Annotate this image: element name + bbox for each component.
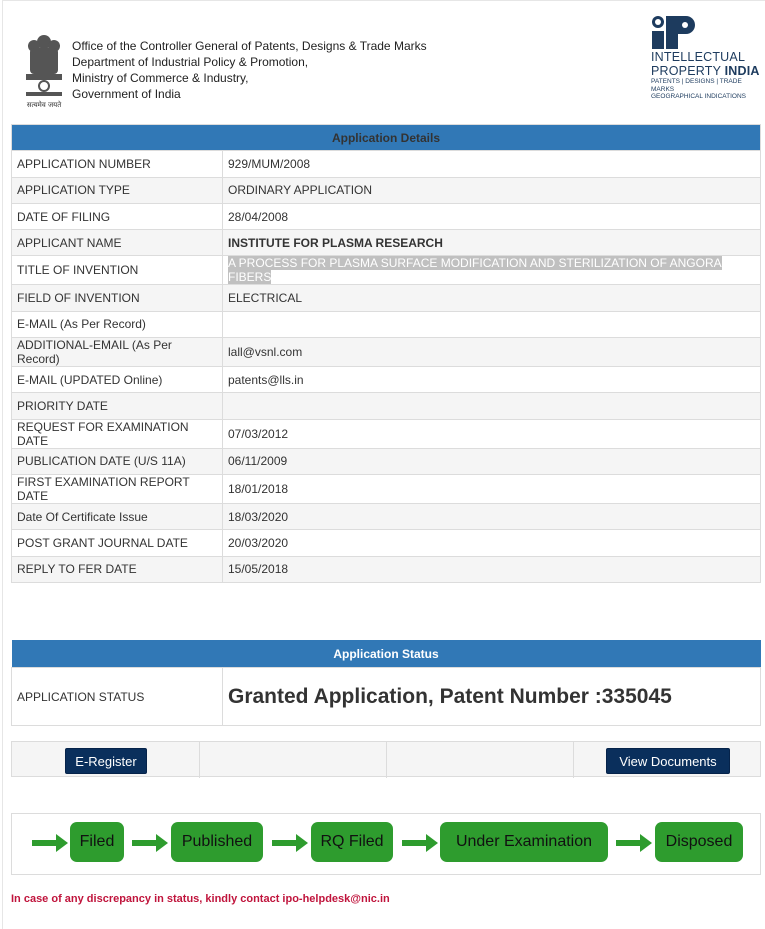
field-label: E-MAIL (As Per Record) xyxy=(12,311,223,337)
divider xyxy=(573,742,574,778)
field-label: ADDITIONAL-EMAIL (As Per Record) xyxy=(12,338,223,367)
table-row xyxy=(12,530,761,556)
stage-filed: Filed xyxy=(70,822,124,862)
table-row xyxy=(12,668,761,726)
field-label: Date Of Certificate Issue xyxy=(12,503,223,529)
field-value: ORDINARY APPLICATION xyxy=(223,177,761,203)
field-value: 18/03/2020 xyxy=(223,503,761,529)
table-row xyxy=(12,230,761,256)
field-value: 28/04/2008 xyxy=(223,203,761,229)
field-value: 06/11/2009 xyxy=(223,448,761,474)
view-documents-button[interactable]: View Documents xyxy=(606,748,730,774)
application-details-table xyxy=(11,124,761,583)
ipi-sub1: PATENTS | DESIGNS | TRADE MARKS xyxy=(651,78,742,93)
field-label: FIRST EXAMINATION REPORT DATE xyxy=(12,474,223,503)
table-row xyxy=(12,203,761,229)
field-value xyxy=(223,256,761,285)
table-row xyxy=(12,419,761,448)
office-line: Office of the Controller General of Patents, Designs & Trade Marks xyxy=(72,39,427,53)
stage-rq-filed: RQ Filed xyxy=(311,822,393,862)
field-label: APPLICATION NUMBER xyxy=(12,151,223,177)
stage-published: Published xyxy=(171,822,263,862)
e-register-button[interactable]: E-Register xyxy=(65,748,147,774)
action-bar xyxy=(11,741,761,777)
office-address xyxy=(72,38,427,102)
ipi-line1: INTELLECTUAL xyxy=(651,50,746,64)
field-value: lall@vsnl.com xyxy=(223,338,761,367)
ip-india-subtitle xyxy=(651,78,765,101)
arrow-right-icon xyxy=(616,834,652,852)
table-row xyxy=(12,503,761,529)
ipi-sub2: GEOGRAPHICAL INDICATIONS xyxy=(651,93,746,100)
field-value xyxy=(223,393,761,419)
page-border-left xyxy=(2,0,3,929)
stage-disposed: Disposed xyxy=(655,822,743,862)
field-value: 18/01/2018 xyxy=(223,474,761,503)
field-label: FIELD OF INVENTION xyxy=(12,285,223,311)
arrow-right-icon xyxy=(132,834,168,852)
arrow-right-icon xyxy=(402,834,438,852)
table-row xyxy=(12,285,761,311)
field-value: INSTITUTE FOR PLASMA RESEARCH xyxy=(223,230,761,256)
status-value: Granted Application, Patent Number :335045 xyxy=(223,668,761,726)
field-label: PUBLICATION DATE (U/S 11A) xyxy=(12,448,223,474)
field-label: DATE OF FILING xyxy=(12,203,223,229)
discrepancy-notice: In case of any discrepancy in status, kindly contact ipo-helpdesk@nic.in xyxy=(11,893,390,905)
field-value xyxy=(223,311,761,337)
field-value: 20/03/2020 xyxy=(223,530,761,556)
field-label: TITLE OF INVENTION xyxy=(12,256,223,285)
table-row xyxy=(12,256,761,285)
ip-india-title xyxy=(651,50,760,78)
field-label: PRIORITY DATE xyxy=(12,393,223,419)
field-value: 07/03/2012 xyxy=(223,419,761,448)
field-value: 15/05/2018 xyxy=(223,556,761,582)
table-row xyxy=(12,393,761,419)
ipi-line2a: PROPERTY xyxy=(651,64,725,78)
field-label: REPLY TO FER DATE xyxy=(12,556,223,582)
emblem-motto: सत्यमेव जयते xyxy=(26,101,62,109)
field-value: ELECTRICAL xyxy=(223,285,761,311)
field-label: REQUEST FOR EXAMINATION DATE xyxy=(12,419,223,448)
national-emblem-icon xyxy=(20,30,68,110)
ipi-line2 xyxy=(651,64,760,78)
arrow-right-icon xyxy=(32,834,68,852)
stage-under-examination: Under Examination xyxy=(440,822,608,862)
table-row xyxy=(12,448,761,474)
selected-text: A PROCESS FOR PLASMA SURFACE MODIFICATION AND STERILIZATION OF ANGORA FIBERS xyxy=(228,256,722,285)
field-label: POST GRANT JOURNAL DATE xyxy=(12,530,223,556)
section-title: Application Details xyxy=(12,125,761,151)
status-flow xyxy=(11,813,761,875)
divider xyxy=(199,742,200,778)
section-title: Application Status xyxy=(12,640,761,668)
table-row xyxy=(12,474,761,503)
table-row xyxy=(12,367,761,393)
office-line: Department of Industrial Policy & Promotion, xyxy=(72,55,309,69)
divider xyxy=(386,742,387,778)
table-row xyxy=(12,311,761,337)
application-status-table xyxy=(11,640,761,726)
table-row xyxy=(12,177,761,203)
ipi-line2b: INDIA xyxy=(724,64,760,78)
table-row xyxy=(12,151,761,177)
field-label: APPLICATION TYPE xyxy=(12,177,223,203)
page-border-top xyxy=(2,0,765,1)
office-line: Ministry of Commerce & Industry, xyxy=(72,71,249,85)
field-value: 929/MUM/2008 xyxy=(223,151,761,177)
table-row xyxy=(12,556,761,582)
field-label: E-MAIL (UPDATED Online) xyxy=(12,367,223,393)
arrow-right-icon xyxy=(272,834,308,852)
status-label: APPLICATION STATUS xyxy=(12,668,223,726)
field-value: patents@lls.in xyxy=(223,367,761,393)
table-row xyxy=(12,338,761,367)
field-label: APPLICANT NAME xyxy=(12,230,223,256)
office-line: Government of India xyxy=(72,87,181,101)
